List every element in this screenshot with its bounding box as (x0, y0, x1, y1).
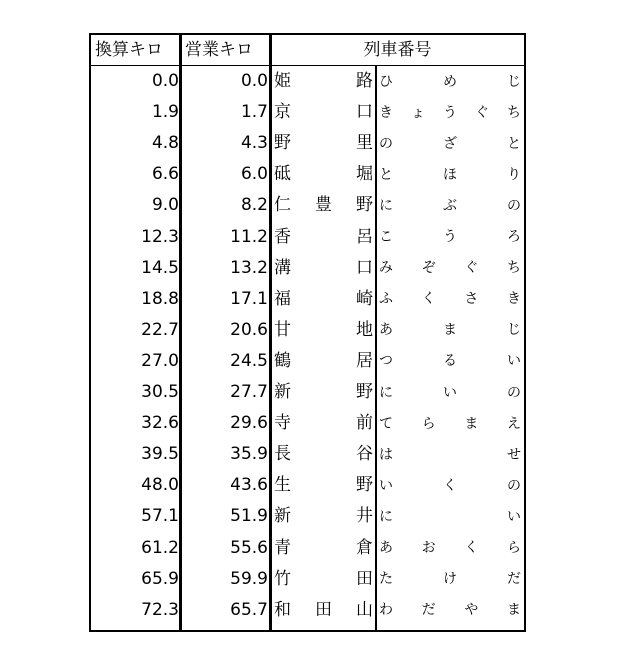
column-divider-1 (179, 35, 182, 630)
station-reading-char: や (464, 602, 479, 619)
station-reading-cell (375, 97, 524, 128)
station-name-char: 姫 (274, 71, 291, 92)
station-reading-char: る (443, 353, 457, 370)
conv-km-cell: 0.0 (151, 71, 179, 92)
station-name-char: 谷 (356, 444, 373, 465)
conv-km-cell: 4.8 (151, 133, 179, 154)
station-reading-cell (375, 159, 524, 190)
station-reading-cell (375, 533, 524, 564)
station-reading-char: ま (464, 415, 479, 432)
table-row (91, 439, 524, 470)
station-name-char: 豊 (315, 195, 332, 216)
station-name-cell (271, 564, 375, 595)
station-reading-cell (375, 128, 524, 159)
station-reading-char: ぐ (475, 104, 489, 121)
station-reading-char: お (421, 540, 436, 557)
conv-km-cell: 32.6 (141, 413, 179, 434)
station-reading-char: ら (421, 415, 436, 432)
table-row (91, 128, 524, 159)
station-reading-cell (375, 315, 524, 346)
station-reading-char: ほ (443, 166, 457, 183)
station-reading-char: ろ (507, 229, 521, 246)
station-reading-cell (375, 564, 524, 595)
station-reading-char: つ (379, 353, 393, 370)
station-name-cell (271, 595, 375, 626)
station-name-char: 和 (274, 599, 291, 620)
op-km-cell: 51.9 (230, 506, 268, 527)
station-reading-cell (375, 284, 524, 315)
station-name-char: 井 (356, 506, 373, 527)
station-reading-cell (375, 222, 524, 253)
station-reading-char: ざ (443, 135, 457, 152)
station-reading-char: ち (507, 104, 521, 121)
op-km-cell: 4.3 (240, 133, 268, 154)
column-divider-2 (269, 35, 272, 630)
header-train-no: 列車番号 (363, 39, 432, 60)
station-name-cell (271, 253, 375, 284)
station-reading-char: ま (506, 602, 521, 619)
conv-km-cell: 39.5 (141, 444, 179, 465)
station-name-char: 田 (356, 568, 373, 589)
station-reading-char: き (379, 104, 393, 121)
station-name-char: 福 (274, 288, 291, 309)
station-reading-char: の (507, 197, 521, 214)
station-name-char: 香 (274, 226, 291, 247)
op-km-cell: 65.7 (230, 599, 268, 620)
station-reading-char: わ (379, 602, 393, 619)
station-name-cell (271, 377, 375, 408)
timetable (89, 33, 526, 632)
station-name-char: 堀 (356, 164, 373, 185)
station-reading-char: は (379, 446, 393, 463)
station-name-char: 生 (274, 475, 291, 496)
conv-km-cell: 1.9 (151, 102, 179, 123)
station-reading-char: の (507, 477, 521, 494)
station-name-char: 崎 (356, 288, 373, 309)
op-km-cell: 55.6 (230, 537, 268, 558)
station-reading-char: う (443, 229, 457, 246)
station-reading-cell (375, 501, 524, 532)
station-reading-char: の (507, 384, 521, 401)
station-reading-char: ょ (411, 104, 425, 121)
station-reading-char: ら (506, 540, 521, 557)
station-reading-char: に (379, 197, 393, 214)
station-name-char: 口 (356, 257, 373, 278)
op-km-cell: 1.7 (240, 102, 268, 123)
station-reading-char: だ (421, 602, 436, 619)
station-reading-char: く (464, 540, 479, 557)
station-name-char: 寺 (274, 413, 291, 434)
station-reading-char: あ (379, 322, 393, 339)
table-row (91, 284, 524, 315)
conv-km-cell: 27.0 (141, 350, 179, 371)
station-reading-char: き (506, 291, 521, 308)
station-name-char: 長 (274, 444, 291, 465)
op-km-cell: 35.9 (230, 444, 268, 465)
column-divider-3 (375, 66, 377, 630)
station-name-cell (271, 159, 375, 190)
op-km-cell: 0.0 (240, 71, 268, 92)
station-name-char: 仁 (274, 195, 291, 216)
station-name-char: 野 (274, 133, 291, 154)
op-km-cell: 24.5 (230, 350, 268, 371)
op-km-cell: 13.2 (230, 257, 268, 278)
station-name-char: 倉 (356, 537, 373, 558)
table-row (91, 253, 524, 284)
station-name-cell (271, 284, 375, 315)
station-reading-char: ぞ (421, 260, 436, 277)
station-name-cell (271, 66, 375, 97)
op-km-cell: 8.2 (240, 195, 268, 216)
station-reading-cell (375, 595, 524, 626)
header-op-km: 営業キロ (185, 39, 253, 60)
station-reading-char: い (507, 508, 521, 525)
station-reading-cell (375, 470, 524, 501)
station-reading-char: め (443, 73, 457, 90)
station-name-char: 京 (274, 102, 291, 123)
station-name-cell (271, 97, 375, 128)
op-km-cell: 29.6 (230, 413, 268, 434)
station-name-cell (271, 190, 375, 221)
station-name-cell (271, 470, 375, 501)
op-km-cell: 11.2 (230, 226, 268, 247)
station-name-char: 前 (356, 413, 373, 434)
table-row (91, 470, 524, 501)
station-name-cell (271, 408, 375, 439)
station-name-char: 野 (356, 475, 373, 496)
station-name-char: 山 (356, 599, 373, 620)
op-km-cell: 43.6 (230, 475, 268, 496)
station-reading-char: い (379, 477, 393, 494)
table-row (91, 97, 524, 128)
station-name-char: 口 (356, 102, 373, 123)
station-reading-char: と (379, 166, 393, 183)
station-reading-char: ま (443, 322, 457, 339)
station-name-char: 地 (356, 319, 373, 340)
station-name-char: 野 (356, 382, 373, 403)
table-row (91, 346, 524, 377)
station-reading-char: ち (506, 260, 521, 277)
op-km-cell: 59.9 (230, 568, 268, 589)
station-reading-char: り (507, 166, 521, 183)
station-name-char: 野 (356, 195, 373, 216)
station-reading-cell (375, 66, 524, 97)
station-reading-char: い (443, 384, 457, 401)
op-km-cell: 17.1 (230, 288, 268, 309)
table-row (91, 190, 524, 221)
station-reading-cell (375, 377, 524, 408)
station-reading-char: だ (507, 571, 521, 588)
table-row (91, 315, 524, 346)
station-reading-char: の (379, 135, 393, 152)
conv-km-cell: 48.0 (141, 475, 179, 496)
station-reading-char: て (379, 415, 393, 432)
op-km-cell: 6.0 (240, 164, 268, 185)
header-conv-km: 換算キロ (95, 39, 163, 60)
conv-km-cell: 65.9 (141, 568, 179, 589)
conv-km-cell: 12.3 (141, 226, 179, 247)
station-name-char: 竹 (274, 568, 291, 589)
station-reading-cell (375, 346, 524, 377)
station-reading-char: ふ (379, 291, 393, 308)
station-name-char: 里 (356, 133, 373, 154)
station-reading-cell (375, 253, 524, 284)
station-reading-char: い (507, 353, 521, 370)
station-reading-char: と (507, 135, 521, 152)
station-name-cell (271, 439, 375, 470)
station-name-char: 甘 (274, 319, 291, 340)
station-reading-char: せ (507, 446, 521, 463)
station-reading-char: あ (379, 540, 393, 557)
station-reading-char: こ (379, 229, 393, 246)
station-reading-char: ぶ (443, 197, 457, 214)
table-row (91, 408, 524, 439)
station-name-char: 呂 (356, 226, 373, 247)
station-name-cell (271, 222, 375, 253)
station-name-char: 砥 (274, 164, 291, 185)
station-reading-char: み (379, 260, 393, 277)
station-name-cell (271, 128, 375, 159)
conv-km-cell: 61.2 (141, 537, 179, 558)
station-name-char: 溝 (274, 257, 291, 278)
station-reading-char: く (421, 291, 436, 308)
station-name-cell (271, 346, 375, 377)
station-name-cell (271, 533, 375, 564)
station-reading-char: え (506, 415, 521, 432)
station-reading-char: じ (507, 73, 521, 90)
conv-km-cell: 18.8 (141, 288, 179, 309)
op-km-cell: 27.7 (230, 382, 268, 403)
table-row (91, 159, 524, 190)
station-name-char: 青 (274, 537, 291, 558)
station-name-cell (271, 501, 375, 532)
conv-km-cell: 30.5 (141, 382, 179, 403)
station-reading-char: く (443, 477, 457, 494)
table-row (91, 66, 524, 97)
conv-km-cell: 9.0 (151, 195, 179, 216)
station-reading-cell (375, 439, 524, 470)
station-name-char: 田 (315, 599, 332, 620)
station-reading-char: た (379, 571, 393, 588)
station-name-char: 鶴 (274, 350, 291, 371)
station-name-char: 新 (274, 382, 291, 403)
op-km-cell: 20.6 (230, 319, 268, 340)
station-name-char: 路 (356, 71, 373, 92)
station-reading-char: ひ (379, 73, 393, 90)
table-row (91, 533, 524, 564)
table-row (91, 564, 524, 595)
header-row (91, 35, 524, 66)
table-row (91, 377, 524, 408)
station-reading-char: ぐ (464, 260, 479, 277)
conv-km-cell: 14.5 (141, 257, 179, 278)
table-row (91, 595, 524, 626)
station-name-char: 居 (356, 350, 373, 371)
station-reading-char: け (443, 571, 457, 588)
conv-km-cell: 57.1 (141, 506, 179, 527)
station-reading-char: に (379, 508, 393, 525)
conv-km-cell: 22.7 (141, 319, 179, 340)
conv-km-cell: 6.6 (151, 164, 179, 185)
station-reading-cell (375, 408, 524, 439)
table-row (91, 222, 524, 253)
station-reading-char: さ (464, 291, 479, 308)
station-reading-cell (375, 190, 524, 221)
station-name-cell (271, 315, 375, 346)
station-name-char: 新 (274, 506, 291, 527)
station-reading-char: じ (507, 322, 521, 339)
station-reading-char: う (443, 104, 457, 121)
station-reading-char: に (379, 384, 393, 401)
table-row (91, 501, 524, 532)
conv-km-cell: 72.3 (141, 599, 179, 620)
